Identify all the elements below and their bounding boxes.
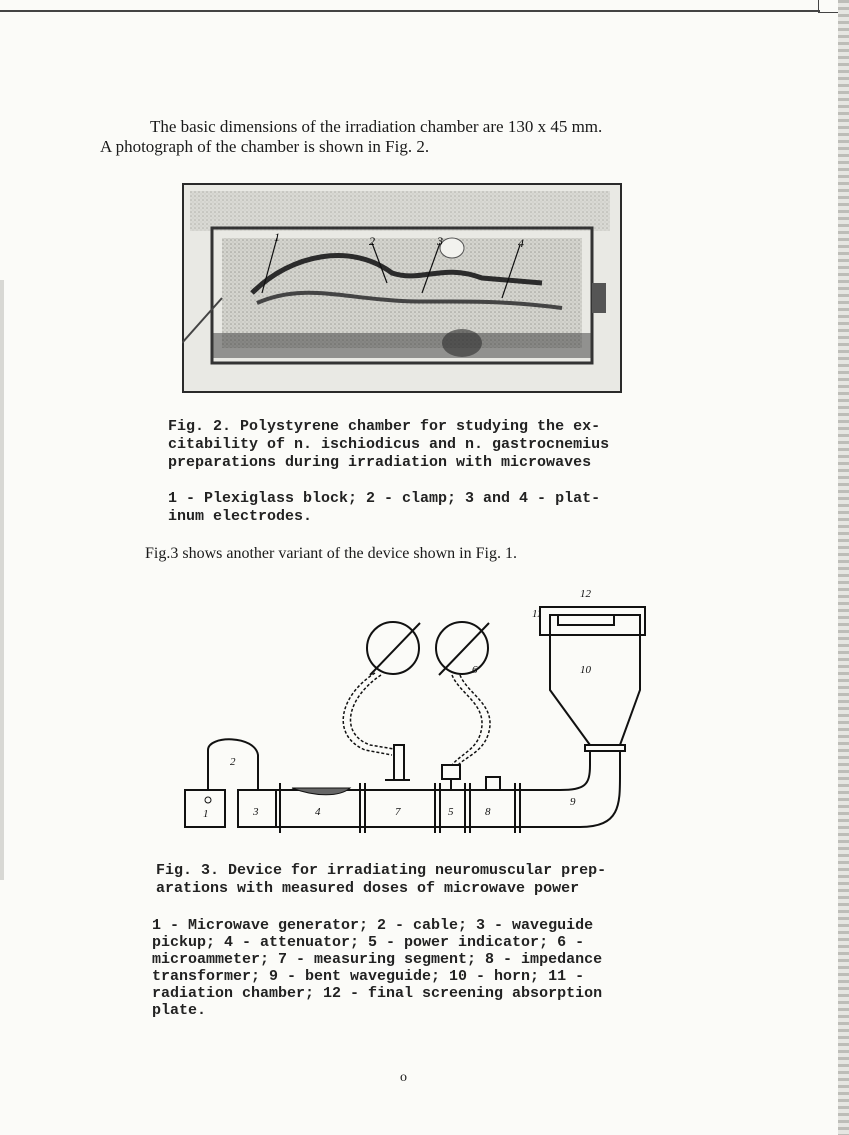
diagram-label-5: 5 — [448, 806, 454, 818]
diagram-label-3: 3 — [253, 806, 259, 818]
fig3-legend-line-5: radiation chamber; 12 - final screening absorption — [152, 985, 603, 1002]
diagram-label-12: 12 — [580, 588, 591, 600]
photo-label-1: 1 — [274, 230, 280, 244]
photo-label-3: 3 — [437, 234, 443, 248]
scan-edge-left — [0, 280, 4, 880]
fig3-intro: Fig.3 shows another variant of the device shown in Fig. 1. — [145, 545, 517, 562]
fig2-legend-line-1: 1 - Plexiglass block; 2 - clamp; 3 and 4 - plat- — [168, 490, 601, 507]
device-schematic — [180, 585, 650, 845]
intro-line-2: A photograph of the chamber is shown in Fig. 2. — [100, 137, 430, 156]
diagram-label-1: 1 — [203, 808, 209, 820]
diagram-label-9: 9 — [570, 796, 576, 808]
top-rule — [0, 10, 820, 12]
diagram-label-11: 11 — [532, 608, 543, 620]
diagram-label-8: 8 — [485, 806, 491, 818]
scan-edge — [838, 0, 849, 1135]
fig3-caption-line-2: arations with measured doses of microwave power — [156, 880, 580, 897]
chamber-photograph — [182, 183, 622, 393]
fig3-legend-line-4: transformer; 9 - bent waveguide; 10 - horn; 11 - — [152, 968, 585, 985]
fig3-legend-line-2: pickup; 4 - attenuator; 5 - power indicator; 6 - — [152, 934, 585, 951]
photo-label-2: 2 — [369, 234, 375, 248]
intro-line-1: The basic dimensions of the irradiation chamber are 130 x 45 mm. — [150, 117, 603, 136]
fig3-caption-line-1: Fig. 3. Device for irradiating neuromuscular prep- — [156, 862, 607, 879]
diagram-label-2: 2 — [230, 756, 236, 768]
fig2-legend-line-2: inum electrodes. — [168, 508, 313, 525]
diagram-label-4: 4 — [315, 806, 321, 818]
fig3-legend-line-1: 1 - Microwave generator; 2 - cable; 3 - waveguide — [152, 917, 594, 934]
fig3-legend-line-6: plate. — [152, 1002, 207, 1019]
page-number: o — [400, 1070, 407, 1085]
fig2-caption-line-3: preparations during irradiation with microwaves — [168, 454, 592, 471]
photo-label-4: 4 — [518, 236, 524, 250]
fig2-caption-line-1: Fig. 2. Polystyrene chamber for studying the ex- — [168, 418, 601, 435]
fig2-caption-line-2: citability of n. ischiodicus and n. gastrocnemius — [168, 436, 610, 453]
diagram-label-10: 10 — [580, 664, 591, 676]
diagram-label-7: 7 — [395, 806, 401, 818]
fig3-legend-line-3: microammeter; 7 - measuring segment; 8 - impedance — [152, 951, 603, 968]
diagram-label-6: 6 — [472, 664, 478, 676]
